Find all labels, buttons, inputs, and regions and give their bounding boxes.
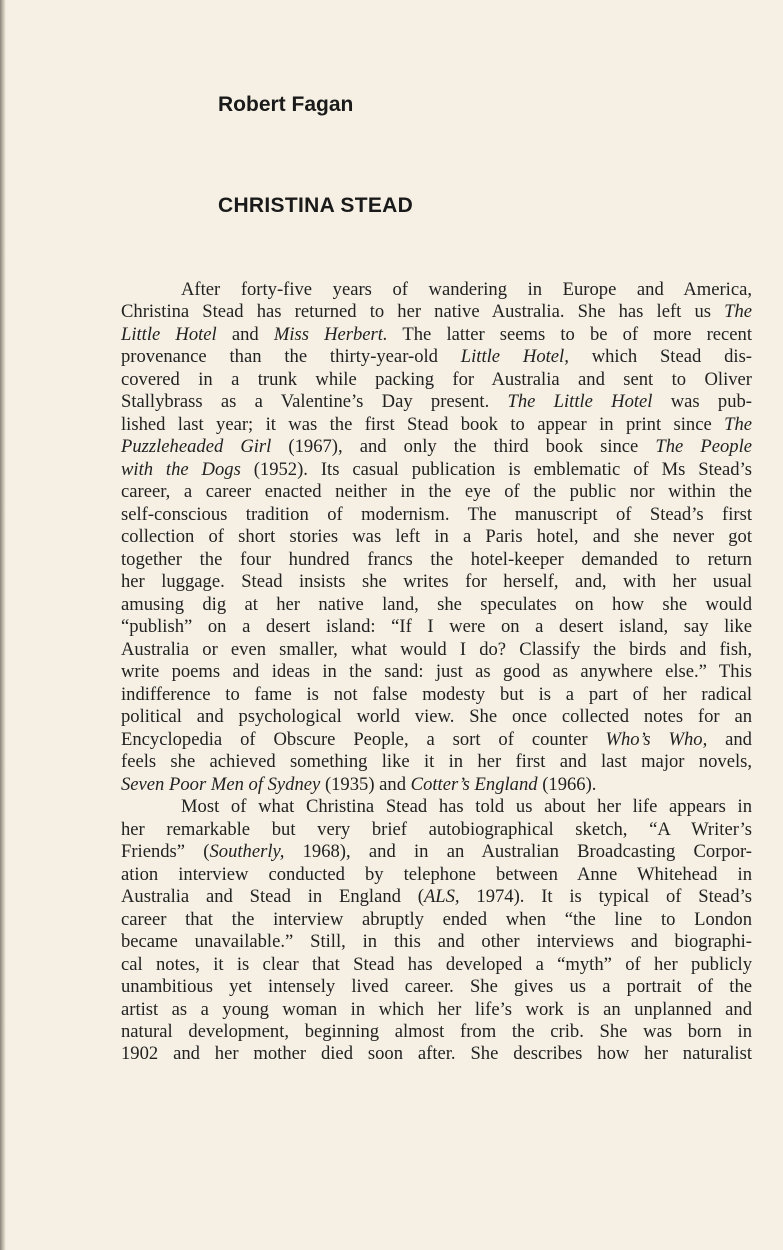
text-line [121, 729, 752, 751]
text-segment: career, a career enacted neither in the eye of the public nor within the [121, 481, 752, 503]
text-line [121, 774, 752, 796]
text-line [121, 481, 752, 503]
text-segment: (1967), and only the third book since [271, 436, 656, 458]
text-segment: was pub- [652, 391, 752, 413]
text-segment: natural development, beginning almost from the crib. She was born in [121, 1020, 752, 1042]
text-segment: and [707, 728, 752, 750]
text-segment: cal notes, it is clear that Stead has developed a “myth” of her publicly [121, 953, 752, 975]
text-line [121, 616, 752, 638]
essay-title: CHRISTINA STEAD [218, 194, 414, 217]
text-segment: unambitious yet intensely lived career. She gives us a portrait of the [121, 976, 752, 998]
text-line [121, 526, 752, 548]
text-segment: became unavailable.” Still, in this and other interviews and biographi- [121, 931, 752, 953]
text-line [121, 549, 752, 571]
text-line [121, 639, 752, 661]
paragraph [121, 279, 752, 796]
italic-title-text: ALS, [423, 886, 460, 908]
text-segment: (1966). [537, 773, 597, 795]
text-segment: artist as a young woman in which her life’s work is an unplanned and [121, 998, 752, 1020]
paragraph [121, 796, 752, 1066]
text-segment: Australia or even smaller, what would I do? Classify the birds and fish, [121, 638, 752, 660]
text-segment: 1902 and her mother died soon after. She describes how her naturalist [121, 1043, 752, 1065]
text-line [121, 504, 752, 526]
text-segment: political and psychological world view. She once collected notes for an [121, 706, 752, 728]
text-line [121, 369, 752, 391]
italic-title-text: Little Hotel [121, 323, 217, 345]
text-segment: and [216, 323, 274, 345]
page-edge-shadow [0, 0, 6, 1250]
text-segment: Encyclopedia of Obscure People, a sort of counter [121, 728, 606, 750]
text-segment: Australia and Stead in England ( [121, 886, 424, 908]
italic-title-text: The People [655, 436, 752, 458]
text-segment: The latter seems to be of more recent [387, 323, 752, 345]
text-segment: amusing dig at her native land, she speculates on how she would [121, 593, 752, 615]
italic-title-text: The [724, 301, 752, 323]
text-segment: 1974). It is typical of Stead’s [459, 886, 752, 908]
text-segment: collection of short stories was left in a Paris hotel, and she never got [121, 526, 752, 548]
italic-title-text: The Little Hotel [507, 391, 653, 413]
text-segment: self-conscious tradition of modernism. The manuscript of Stead’s first [121, 503, 752, 525]
text-line [121, 346, 752, 368]
text-segment: ation interview conducted by telephone between Anne Whitehead in [121, 863, 752, 885]
text-line [121, 414, 752, 436]
text-line [121, 954, 752, 976]
author-name: Robert Fagan [218, 93, 354, 116]
text-segment: Most of what Christina Stead has told us about her life appears in [181, 796, 752, 818]
italic-title-text: Miss Herbert. [273, 323, 388, 345]
text-segment: 1968), and in an Australian Broadcasting Corpor- [284, 841, 753, 863]
italic-title-text: Puzzleheaded Girl [121, 436, 272, 458]
text-line [121, 976, 752, 998]
text-line [121, 661, 752, 683]
text-line [121, 751, 752, 773]
text-segment: write poems and ideas in the sand: just as good as anywhere else.” This [121, 661, 752, 683]
italic-title-text: Who’s Who, [605, 728, 708, 750]
text-line [121, 931, 752, 953]
text-segment: covered in a trunk while packing for Australia and sent to Oliver [121, 368, 752, 390]
text-segment: (1935) and [320, 773, 411, 795]
text-segment: indifference to fame is not false modesty but is a part of her radical [121, 683, 752, 705]
text-segment: Christina Stead has returned to her native Australia. She has left us [121, 301, 725, 323]
text-line [121, 301, 752, 323]
text-line [121, 864, 752, 886]
italic-title-text: The [724, 413, 752, 435]
text-line [121, 279, 752, 301]
text-segment: provenance than the thirty-year-old [121, 346, 461, 368]
text-segment: which Stead dis- [568, 346, 752, 368]
text-segment: career that the interview abruptly ended when “the line to London [121, 908, 752, 930]
italic-title-text: with the Dogs [121, 458, 241, 480]
text-line [121, 841, 752, 863]
text-segment: her remarkable but very brief autobiographical sketch, “A Writer’s [121, 818, 752, 840]
text-segment: (1952). Its casual publication is emblematic of Ms Stead’s [240, 458, 752, 480]
italic-title-text: Seven Poor Men of Sydney [121, 773, 321, 795]
text-line [121, 909, 752, 931]
essay-body [121, 279, 752, 1066]
text-segment: her luggage. Stead insists she writes for herself, and, with her usual [121, 571, 752, 593]
text-line [121, 684, 752, 706]
text-segment: Friends” ( [121, 841, 210, 863]
text-line [121, 819, 752, 841]
italic-title-text: Little Hotel, [460, 346, 569, 368]
italic-title-text: Cotter’s England [410, 773, 538, 795]
text-line [121, 391, 752, 413]
text-line [121, 571, 752, 593]
text-line [121, 594, 752, 616]
text-segment: together the four hundred francs the hotel-keeper demanded to return [121, 548, 752, 570]
text-line [121, 324, 752, 346]
text-line [121, 436, 752, 458]
text-line [121, 459, 752, 481]
italic-title-text: Southerly, [209, 841, 285, 863]
text-segment: lished last year; it was the first Stead book to appear in print since [121, 413, 725, 435]
text-line [121, 999, 752, 1021]
text-segment: “publish” on a desert island: “If I were on a desert island, say like [121, 616, 752, 638]
text-segment: feels she achieved something like it in her first and last major novels, [121, 751, 752, 773]
text-line [121, 1043, 752, 1065]
text-line [121, 1021, 752, 1043]
text-line [121, 796, 752, 818]
text-segment: After forty-five years of wandering in Europe and America, [181, 279, 752, 300]
text-segment: Stallybrass as a Valentine’s Day present. [121, 391, 508, 413]
text-line [121, 886, 752, 908]
text-line [121, 706, 752, 728]
